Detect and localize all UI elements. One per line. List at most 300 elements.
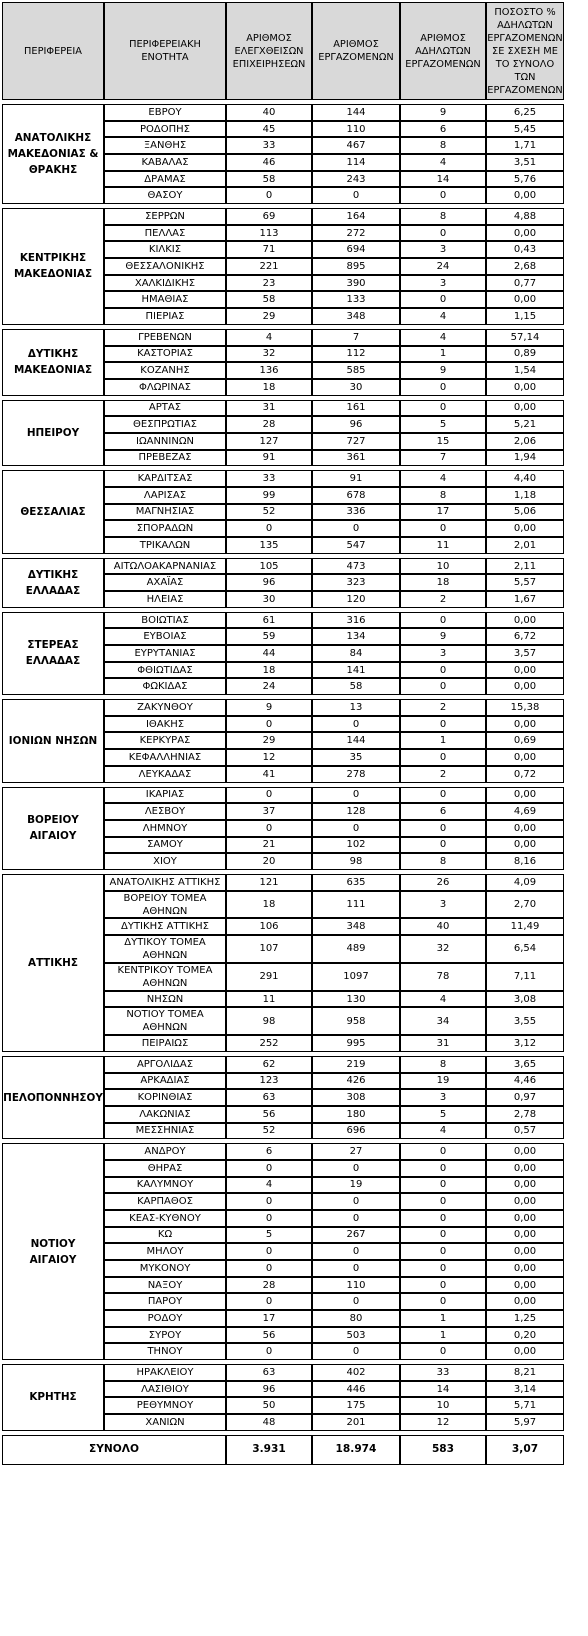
businesses-value: 291: [226, 963, 312, 991]
percentage-value: 1,15: [486, 308, 564, 325]
undeclared-value: 1: [400, 346, 486, 363]
businesses-value: 0: [226, 820, 312, 837]
percentage-value: 0,00: [486, 787, 564, 804]
percentage-value: 0,00: [486, 1177, 564, 1194]
employees-value: 219: [312, 1056, 400, 1073]
percentage-value: 1,94: [486, 450, 564, 467]
employees-value: 130: [312, 991, 400, 1008]
businesses-value: 9: [226, 699, 312, 716]
percentage-value: 2,06: [486, 433, 564, 450]
unit-name: ΘΕΣΠΡΩΤΙΑΣ: [104, 416, 226, 433]
undeclared-value: 8: [400, 487, 486, 504]
total-label: ΣΥΝΟΛΟ: [2, 1435, 226, 1465]
percentage-value: 0,00: [486, 1277, 564, 1294]
percentage-value: 0,00: [486, 1193, 564, 1210]
unit-name: ΚΩ: [104, 1227, 226, 1244]
undeclared-value: 12: [400, 1414, 486, 1431]
undeclared-value: 0: [400, 1193, 486, 1210]
percentage-value: 0,20: [486, 1327, 564, 1344]
percentage-value: 8,16: [486, 853, 564, 870]
region-name: ΑΤΤΙΚΗΣ: [2, 874, 104, 1052]
undeclared-value: 32: [400, 935, 486, 963]
percentage-value: 1,67: [486, 591, 564, 608]
region-name: ΠΕΛΟΠΟΝΝΗΣΟΥ: [2, 1056, 104, 1139]
businesses-value: 18: [226, 379, 312, 396]
businesses-value: 40: [226, 104, 312, 121]
employees-value: 323: [312, 574, 400, 591]
businesses-value: 127: [226, 433, 312, 450]
employees-value: 0: [312, 1210, 400, 1227]
businesses-value: 0: [226, 1210, 312, 1227]
businesses-value: 31: [226, 400, 312, 417]
region-name: ΘΕΣΣΑΛΙΑΣ: [2, 470, 104, 553]
employees-value: 308: [312, 1089, 400, 1106]
employees-value: 473: [312, 558, 400, 575]
undeclared-value: 3: [400, 275, 486, 292]
employees-value: 0: [312, 1293, 400, 1310]
percentage-value: 4,88: [486, 208, 564, 225]
header-businesses: ΑΡΙΘΜΟΣ ΕΛΕΓΧΘΕΙΣΩΝ ΕΠΙΧΕΙΡΗΣΕΩΝ: [226, 2, 312, 100]
region-name: ΚΕΝΤΡΙΚΗΣ ΜΑΚΕΔΟΝΙΑΣ: [2, 208, 104, 325]
percentage-value: 7,11: [486, 963, 564, 991]
percentage-value: 3,55: [486, 1007, 564, 1035]
businesses-value: 37: [226, 803, 312, 820]
businesses-value: 56: [226, 1106, 312, 1123]
unit-name: ΠΙΕΡΙΑΣ: [104, 308, 226, 325]
unit-name: ΘΑΣΟΥ: [104, 187, 226, 204]
employees-value: 547: [312, 537, 400, 554]
employees-value: 58: [312, 678, 400, 695]
unit-name: ΒΟΡΕΙΟΥ ΤΟΜΕΑ ΑΘΗΝΩΝ: [104, 891, 226, 919]
businesses-value: 52: [226, 504, 312, 521]
percentage-value: 0,00: [486, 1143, 564, 1160]
percentage-value: 0,00: [486, 1227, 564, 1244]
percentage-value: 0,00: [486, 612, 564, 629]
region-name: ΗΠΕΙΡΟΥ: [2, 400, 104, 467]
employees-value: 348: [312, 918, 400, 935]
businesses-value: 41: [226, 766, 312, 783]
unit-name: ΕΥΒΟΙΑΣ: [104, 628, 226, 645]
businesses-value: 0: [226, 520, 312, 537]
undeclared-value: 0: [400, 787, 486, 804]
undeclared-value: 4: [400, 154, 486, 171]
unit-name: ΝΟΤΙΟΥ ΤΟΜΕΑ ΑΘΗΝΩΝ: [104, 1007, 226, 1035]
businesses-value: 62: [226, 1056, 312, 1073]
percentage-value: 2,78: [486, 1106, 564, 1123]
unit-name: ΚΑΛΥΜΝΟΥ: [104, 1177, 226, 1194]
businesses-value: 113: [226, 225, 312, 242]
undeclared-value: 4: [400, 1123, 486, 1140]
percentage-value: 0,00: [486, 379, 564, 396]
businesses-value: 123: [226, 1073, 312, 1090]
employees-value: 0: [312, 1260, 400, 1277]
undeclared-value: 6: [400, 121, 486, 138]
percentage-value: 57,14: [486, 329, 564, 346]
unit-name: ΔΥΤΙΚΟΥ ΤΟΜΕΑ ΑΘΗΝΩΝ: [104, 935, 226, 963]
percentage-value: 0,00: [486, 520, 564, 537]
undeclared-value: 0: [400, 612, 486, 629]
unit-name: ΑΡΓΟΛΙΔΑΣ: [104, 1056, 226, 1073]
businesses-value: 63: [226, 1089, 312, 1106]
unit-name: ΗΜΑΘΙΑΣ: [104, 291, 226, 308]
businesses-value: 63: [226, 1364, 312, 1381]
employees-value: 144: [312, 104, 400, 121]
undeclared-value: 4: [400, 991, 486, 1008]
undeclared-value: 5: [400, 1106, 486, 1123]
employees-value: 0: [312, 787, 400, 804]
unit-name: ΛΑΣΙΘΙΟΥ: [104, 1381, 226, 1398]
employees-value: 13: [312, 699, 400, 716]
undeclared-value: 0: [400, 1210, 486, 1227]
businesses-value: 0: [226, 1243, 312, 1260]
percentage-value: 0,43: [486, 241, 564, 258]
employees-value: 0: [312, 1193, 400, 1210]
employees-value: 35: [312, 749, 400, 766]
unit-name: ΑΧΑΪΑΣ: [104, 574, 226, 591]
undeclared-value: 0: [400, 520, 486, 537]
percentage-value: 3,14: [486, 1381, 564, 1398]
unit-name: ΙΩΑΝΝΙΝΩΝ: [104, 433, 226, 450]
undeclared-value: 10: [400, 1397, 486, 1414]
unit-name: ΞΑΝΘΗΣ: [104, 137, 226, 154]
undeclared-value: 0: [400, 662, 486, 679]
unit-name: ΡΕΘΥΜΝΟΥ: [104, 1397, 226, 1414]
employees-value: 426: [312, 1073, 400, 1090]
unit-name: ΛΗΜΝΟΥ: [104, 820, 226, 837]
businesses-value: 4: [226, 1177, 312, 1194]
employees-value: 180: [312, 1106, 400, 1123]
employees-value: 102: [312, 837, 400, 854]
percentage-value: 6,72: [486, 628, 564, 645]
businesses-value: 50: [226, 1397, 312, 1414]
employees-value: 696: [312, 1123, 400, 1140]
businesses-value: 96: [226, 574, 312, 591]
region-name: ΒΟΡΕΙΟΥ ΑΙΓΑΙΟΥ: [2, 787, 104, 870]
undeclared-value: 0: [400, 820, 486, 837]
businesses-value: 106: [226, 918, 312, 935]
percentage-value: 3,08: [486, 991, 564, 1008]
businesses-value: 98: [226, 1007, 312, 1035]
undeclared-value: 0: [400, 716, 486, 733]
unit-name: ΙΚΑΡΙΑΣ: [104, 787, 226, 804]
undeclared-value: 4: [400, 329, 486, 346]
employees-value: 0: [312, 716, 400, 733]
unit-name: ΚΕΑΣ-ΚΥΘΝΟΥ: [104, 1210, 226, 1227]
undeclared-value: 8: [400, 853, 486, 870]
employees-value: 316: [312, 612, 400, 629]
percentage-value: 6,54: [486, 935, 564, 963]
region-name: ΙΟΝΙΩΝ ΝΗΣΩΝ: [2, 699, 104, 782]
percentage-value: 0,00: [486, 716, 564, 733]
percentage-value: 4,46: [486, 1073, 564, 1090]
employees-value: 164: [312, 208, 400, 225]
percentage-value: 0,00: [486, 400, 564, 417]
businesses-value: 4: [226, 329, 312, 346]
undeclared-value: 31: [400, 1035, 486, 1052]
total-value: 583: [400, 1435, 486, 1465]
region-name: ΔΥΤΙΚΗΣ ΜΑΚΕΔΟΝΙΑΣ: [2, 329, 104, 396]
unit-name: ΠΕΛΛΑΣ: [104, 225, 226, 242]
businesses-value: 0: [226, 1293, 312, 1310]
businesses-value: 5: [226, 1227, 312, 1244]
employees-value: 128: [312, 803, 400, 820]
employees-value: 161: [312, 400, 400, 417]
percentage-value: 2,11: [486, 558, 564, 575]
businesses-value: 96: [226, 1381, 312, 1398]
unit-name: ΧΙΟΥ: [104, 853, 226, 870]
undeclared-value: 26: [400, 874, 486, 891]
percentage-value: 5,76: [486, 171, 564, 188]
employees-value: 895: [312, 258, 400, 275]
unit-name: ΚΑΡΔΙΤΣΑΣ: [104, 470, 226, 487]
businesses-value: 0: [226, 787, 312, 804]
employees-value: 678: [312, 487, 400, 504]
percentage-value: 0,00: [486, 225, 564, 242]
percentage-value: 0,72: [486, 766, 564, 783]
undeclared-value: 14: [400, 171, 486, 188]
undeclared-value: 40: [400, 918, 486, 935]
businesses-value: 28: [226, 1277, 312, 1294]
percentage-value: 0,97: [486, 1089, 564, 1106]
employees-value: 1097: [312, 963, 400, 991]
undeclared-value: 0: [400, 1343, 486, 1360]
unit-name: ΑΝΔΡΟΥ: [104, 1143, 226, 1160]
employees-value: 467: [312, 137, 400, 154]
employees-value: 112: [312, 346, 400, 363]
undeclared-value: 0: [400, 1177, 486, 1194]
undeclared-value: 0: [400, 225, 486, 242]
undeclared-value: 2: [400, 766, 486, 783]
percentage-value: 4,40: [486, 470, 564, 487]
businesses-value: 30: [226, 591, 312, 608]
employees-value: 267: [312, 1227, 400, 1244]
businesses-value: 56: [226, 1327, 312, 1344]
unit-name: ΜΗΛΟΥ: [104, 1243, 226, 1260]
undeclared-value: 14: [400, 1381, 486, 1398]
unit-name: ΒΟΙΩΤΙΑΣ: [104, 612, 226, 629]
undeclared-value: 2: [400, 699, 486, 716]
employees-value: 19: [312, 1177, 400, 1194]
unit-name: ΝΑΞΟΥ: [104, 1277, 226, 1294]
unit-name: ΔΡΑΜΑΣ: [104, 171, 226, 188]
unit-name: ΦΘΙΩΤΙΔΑΣ: [104, 662, 226, 679]
unit-name: ΛΑΚΩΝΙΑΣ: [104, 1106, 226, 1123]
unit-name: ΕΒΡΟΥ: [104, 104, 226, 121]
percentage-value: 0,00: [486, 1160, 564, 1177]
undeclared-value: 7: [400, 450, 486, 467]
total-value: 3.931: [226, 1435, 312, 1465]
unit-name: ΚΟΡΙΝΘΙΑΣ: [104, 1089, 226, 1106]
businesses-value: 0: [226, 1193, 312, 1210]
undeclared-value: 4: [400, 308, 486, 325]
unit-name: ΔΥΤΙΚΗΣ ΑΤΤΙΚΗΣ: [104, 918, 226, 935]
undeclared-value: 3: [400, 891, 486, 919]
employees-value: 243: [312, 171, 400, 188]
employees-value: 0: [312, 1343, 400, 1360]
unit-name: ΛΕΥΚΑΔΑΣ: [104, 766, 226, 783]
header-unit: ΠΕΡΙΦΕΡΕΙΑΚΗ ΕΝΟΤΗΤΑ: [104, 2, 226, 100]
undeclared-value: 0: [400, 400, 486, 417]
unit-name: ΣΥΡΟΥ: [104, 1327, 226, 1344]
undeclared-value: 0: [400, 1260, 486, 1277]
unit-name: ΚΟΖΑΝΗΣ: [104, 362, 226, 379]
employees-value: 336: [312, 504, 400, 521]
percentage-value: 6,25: [486, 104, 564, 121]
businesses-value: 0: [226, 1343, 312, 1360]
unit-name: ΑΙΤΩΛΟΑΚΑΡΝΑΝΙΑΣ: [104, 558, 226, 575]
businesses-value: 0: [226, 1160, 312, 1177]
percentage-value: 5,71: [486, 1397, 564, 1414]
unit-name: ΗΡΑΚΛΕΙΟΥ: [104, 1364, 226, 1381]
employees-value: 141: [312, 662, 400, 679]
employees-value: 96: [312, 416, 400, 433]
unit-name: ΝΗΣΩΝ: [104, 991, 226, 1008]
unit-name: ΘΗΡΑΣ: [104, 1160, 226, 1177]
percentage-value: 0,00: [486, 1243, 564, 1260]
undeclared-value: 34: [400, 1007, 486, 1035]
employees-value: 91: [312, 470, 400, 487]
percentage-value: 0,00: [486, 1260, 564, 1277]
unit-name: ΗΛΕΙΑΣ: [104, 591, 226, 608]
unit-name: ΘΕΣΣΑΛΟΝΙΚΗΣ: [104, 258, 226, 275]
employees-value: 120: [312, 591, 400, 608]
employees-value: 585: [312, 362, 400, 379]
unit-name: ΣΠΟΡΑΔΩΝ: [104, 520, 226, 537]
employees-value: 0: [312, 820, 400, 837]
percentage-value: 2,70: [486, 891, 564, 919]
percentage-value: 5,45: [486, 121, 564, 138]
undeclared-value: 0: [400, 1277, 486, 1294]
businesses-value: 52: [226, 1123, 312, 1140]
businesses-value: 121: [226, 874, 312, 891]
employees-value: 30: [312, 379, 400, 396]
undeclared-value: 1: [400, 1327, 486, 1344]
total-value: 3,07: [486, 1435, 564, 1465]
percentage-value: 0,69: [486, 732, 564, 749]
unit-name: ΠΕΙΡΑΙΩΣ: [104, 1035, 226, 1052]
percentage-value: 0,77: [486, 275, 564, 292]
businesses-value: 18: [226, 891, 312, 919]
businesses-value: 252: [226, 1035, 312, 1052]
employees-value: 272: [312, 225, 400, 242]
businesses-value: 58: [226, 171, 312, 188]
businesses-value: 20: [226, 853, 312, 870]
percentage-value: 8,21: [486, 1364, 564, 1381]
percentage-value: 1,18: [486, 487, 564, 504]
businesses-value: 91: [226, 450, 312, 467]
undeclared-value: 33: [400, 1364, 486, 1381]
unit-name: ΧΑΝΙΩΝ: [104, 1414, 226, 1431]
undeclared-value: 5: [400, 416, 486, 433]
percentage-value: 1,71: [486, 137, 564, 154]
businesses-value: 99: [226, 487, 312, 504]
businesses-value: 0: [226, 1260, 312, 1277]
employees-value: 361: [312, 450, 400, 467]
percentage-value: 1,25: [486, 1310, 564, 1327]
undeclared-value: 78: [400, 963, 486, 991]
undeclared-value: 0: [400, 187, 486, 204]
percentage-value: 0,00: [486, 662, 564, 679]
undeclared-value: 9: [400, 628, 486, 645]
employees-value: 175: [312, 1397, 400, 1414]
employees-value: 0: [312, 1243, 400, 1260]
businesses-value: 135: [226, 537, 312, 554]
undeclared-value: 8: [400, 137, 486, 154]
unit-name: ΣΕΡΡΩΝ: [104, 208, 226, 225]
percentage-value: 4,69: [486, 803, 564, 820]
percentage-value: 2,01: [486, 537, 564, 554]
header-percentage: ΠΟΣΟΣΤΟ % ΑΔΗΛΩΤΩΝ ΕΡΓΑΖΟΜΕΝΩΝ ΣΕ ΣΧΕΣΗ ΜΕ ΤΟ ΣΥΝΟΛΟ ΤΩΝ ΕΡΓΑΖΟΜΕΝΩΝ: [486, 2, 564, 100]
businesses-value: 59: [226, 628, 312, 645]
employees-value: 402: [312, 1364, 400, 1381]
unit-name: ΠΑΡΟΥ: [104, 1293, 226, 1310]
percentage-value: 3,57: [486, 645, 564, 662]
percentage-value: 15,38: [486, 699, 564, 716]
unit-name: ΕΥΡΥΤΑΝΙΑΣ: [104, 645, 226, 662]
businesses-value: 107: [226, 935, 312, 963]
businesses-value: 24: [226, 678, 312, 695]
percentage-value: 0,00: [486, 749, 564, 766]
percentage-value: 3,51: [486, 154, 564, 171]
employees-value: 111: [312, 891, 400, 919]
businesses-value: 45: [226, 121, 312, 138]
unit-name: ΑΡΚΑΔΙΑΣ: [104, 1073, 226, 1090]
unit-name: ΡΟΔΟΥ: [104, 1310, 226, 1327]
businesses-value: 44: [226, 645, 312, 662]
employees-value: 27: [312, 1143, 400, 1160]
percentage-value: 0,00: [486, 837, 564, 854]
region-name: ΣΤΕΡΕΑΣ ΕΛΛΑΔΑΣ: [2, 612, 104, 695]
unit-name: ΦΩΚΙΔΑΣ: [104, 678, 226, 695]
businesses-value: 29: [226, 732, 312, 749]
undeclared-value: 10: [400, 558, 486, 575]
unit-name: ΚΕΦΑΛΛΗΝΙΑΣ: [104, 749, 226, 766]
percentage-value: 5,21: [486, 416, 564, 433]
percentage-value: 2,68: [486, 258, 564, 275]
percentage-value: 5,06: [486, 504, 564, 521]
unit-name: ΑΡΤΑΣ: [104, 400, 226, 417]
undeclared-value: 11: [400, 537, 486, 554]
businesses-value: 46: [226, 154, 312, 171]
businesses-value: 28: [226, 416, 312, 433]
undeclared-value: 1: [400, 732, 486, 749]
businesses-value: 136: [226, 362, 312, 379]
undeclared-value: 3: [400, 645, 486, 662]
percentage-value: 0,00: [486, 1293, 564, 1310]
undeclared-value: 9: [400, 362, 486, 379]
undeclared-value: 0: [400, 837, 486, 854]
unit-name: ΚΑΒΑΛΑΣ: [104, 154, 226, 171]
employees-value: 995: [312, 1035, 400, 1052]
percentage-value: 0,57: [486, 1123, 564, 1140]
unit-name: ΑΝΑΤΟΛΙΚΗΣ ΑΤΤΙΚΗΣ: [104, 874, 226, 891]
undeclared-value: 8: [400, 208, 486, 225]
businesses-value: 58: [226, 291, 312, 308]
percentage-value: 0,00: [486, 820, 564, 837]
employees-value: 144: [312, 732, 400, 749]
unit-name: ΚΑΡΠΑΘΟΣ: [104, 1193, 226, 1210]
employees-value: 0: [312, 187, 400, 204]
percentage-value: 11,49: [486, 918, 564, 935]
unit-name: ΓΡΕΒΕΝΩΝ: [104, 329, 226, 346]
unit-name: ΜΕΣΣΗΝΙΑΣ: [104, 1123, 226, 1140]
employees-value: 110: [312, 121, 400, 138]
employees-value: 489: [312, 935, 400, 963]
undeclared-value: 19: [400, 1073, 486, 1090]
percentage-value: 0,00: [486, 678, 564, 695]
employees-value: 635: [312, 874, 400, 891]
header-employees: ΑΡΙΘΜΟΣ ΕΡΓΑΖΟΜΕΝΩΝ: [312, 2, 400, 100]
